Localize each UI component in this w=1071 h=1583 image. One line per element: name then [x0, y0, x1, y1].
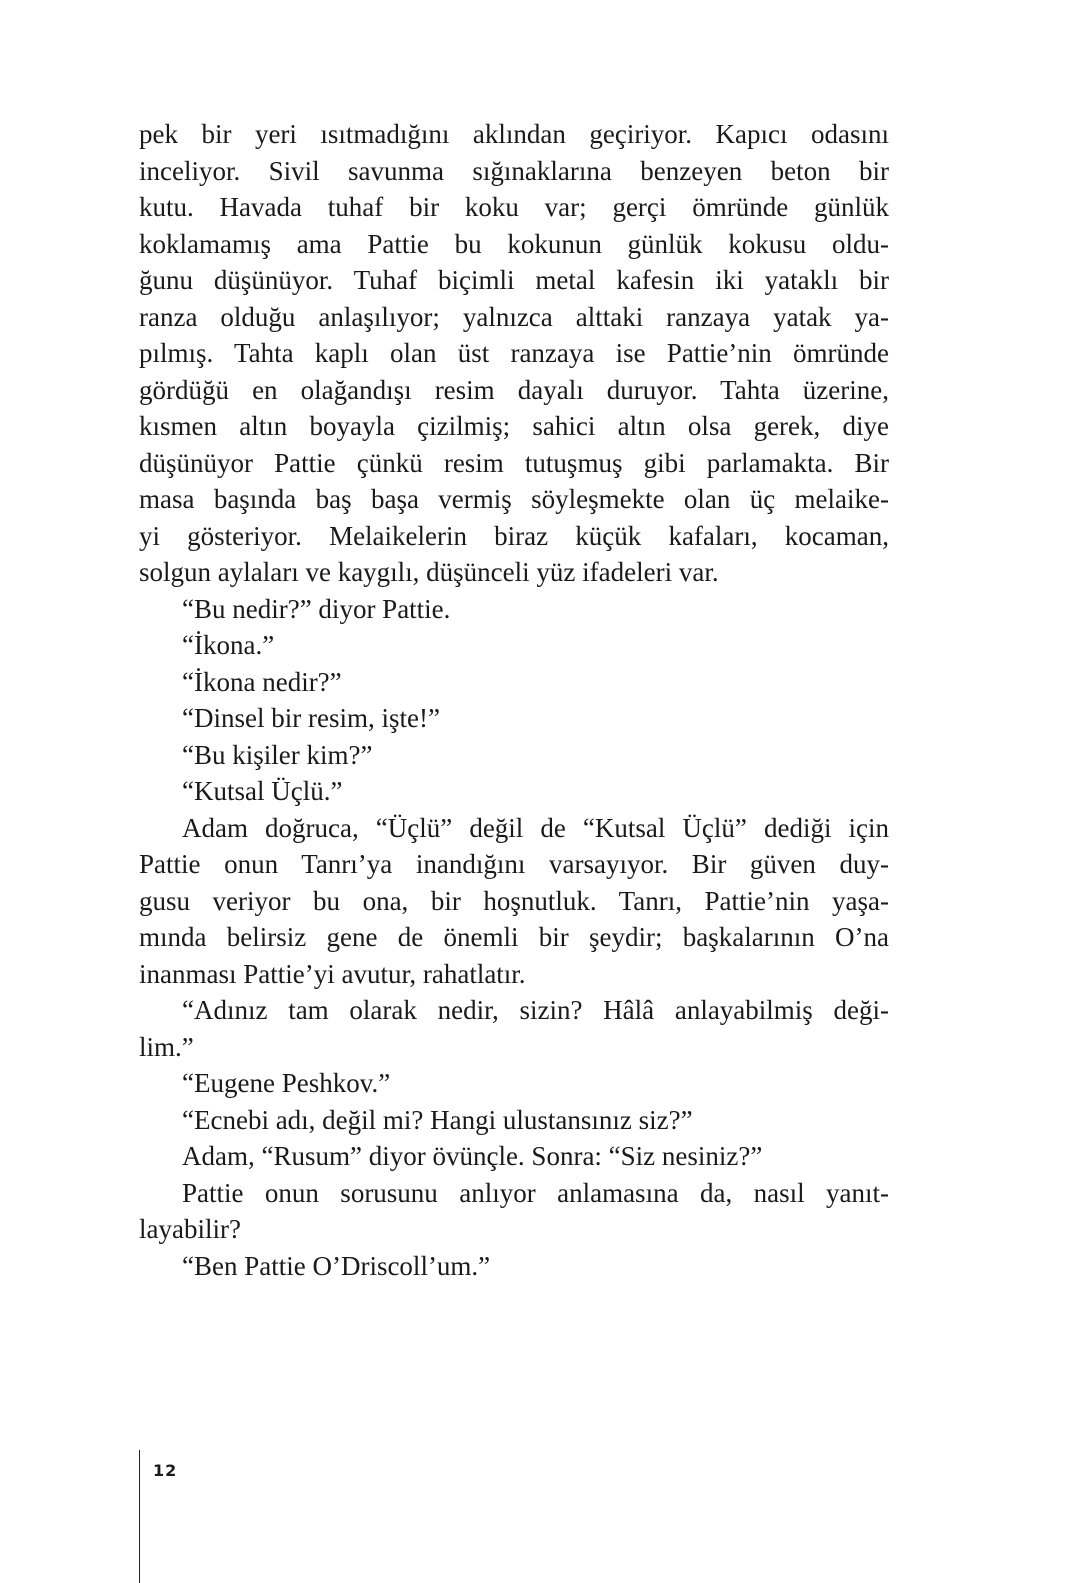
text-line: lim.” — [139, 1031, 194, 1062]
dialogue-line: “Bu nedir?” diyor Pattie. — [182, 593, 451, 624]
text-line: pek bir yeri ısıtmadığını aklından geçiriyor. Kapıcı odasını — [139, 119, 889, 149]
text-line: solgun aylaları ve kaygılı, düşünceli yüz ifadeleri var. — [139, 557, 719, 587]
text-line: ranza olduğu anlaşılıyor; yalnızca alttaki ranzaya yatak ya- — [139, 301, 889, 332]
text-line: inceliyor. Sivil savunma sığınaklarına benzeyen beton bir — [139, 155, 889, 186]
text-line: gusu veriyor bu ona, bir hoşnutluk. Tanrı, Pattie’nin yaşa- — [139, 885, 889, 916]
dialogue-line: “Ben Pattie O’Driscoll’um.” — [182, 1250, 491, 1281]
text-line: mında belirsiz gene de önemli bir şeydir; başkalarının O’na — [139, 922, 889, 952]
dialogue-line: “İkona.” — [182, 630, 275, 660]
text-line: kutu. Havada tuhaf bir koku var; gerçi ömründe günlük — [139, 192, 889, 222]
dialogue-line: “Ecnebi adı, değil mi? Hangi ulustansınız siz?” — [182, 1104, 693, 1135]
dialogue-line: “Kutsal Üçlü.” — [182, 776, 343, 806]
text-line: gördüğü en olağandışı resim dayalı duruyor. Tahta üzerine, — [139, 374, 889, 405]
body-text — [139, 116, 889, 1284]
dialogue-line: “Adınız tam olarak nedir, sizin? Hâlâ anlayabilmiş deği- — [182, 995, 889, 1025]
dialogue-line: Adam, “Rusum” diyor övünçle. Sonra: “Siz nesiniz?” — [182, 1141, 763, 1171]
text-line: düşünüyor Pattie çünkü resim tutuşmuş gibi parlamakta. Bir — [139, 447, 889, 478]
page-number: 12 — [153, 1461, 178, 1480]
text-line: inanması Pattie’yi avutur, rahatlatır. — [139, 958, 526, 989]
text-line: kısmen altın boyayla çizilmiş; sahici altın olsa gerek, diye — [139, 411, 889, 441]
dialogue-line: “Eugene Peshkov.” — [182, 1068, 391, 1098]
text-line: ğunu düşünüyor. Tuhaf biçimli metal kafesin iki yataklı bir — [139, 265, 889, 295]
text-line: yi gösteriyor. Melaikelerin biraz küçük kafaları, kocaman, — [139, 520, 889, 551]
dialogue-line: “İkona nedir?” — [182, 666, 342, 697]
text-line: Pattie onun Tanrı’ya inandığını varsayıyor. Bir güven duy- — [139, 849, 889, 879]
text-line: masa başında baş başa vermiş söyleşmekte olan üç melaike- — [139, 484, 889, 514]
text-line: layabilir? — [139, 1214, 241, 1244]
text-line: koklamamış ama Pattie bu kokunun günlük kokusu oldu- — [139, 228, 889, 259]
text-line: Adam doğruca, “Üçlü” değil de “Kutsal Üçlü” dediği için — [182, 812, 889, 843]
folio-rule — [139, 1450, 140, 1583]
text-line: pılmış. Tahta kaplı olan üst ranzaya ise Pattie’nin ömründe — [139, 338, 889, 368]
dialogue-line: “Dinsel bir resim, işte!” — [182, 703, 440, 733]
dialogue-line: “Bu kişiler kim?” — [182, 739, 373, 770]
text-line: Pattie onun sorusunu anlıyor anlamasına da, nasıl yanıt- — [182, 1177, 889, 1208]
